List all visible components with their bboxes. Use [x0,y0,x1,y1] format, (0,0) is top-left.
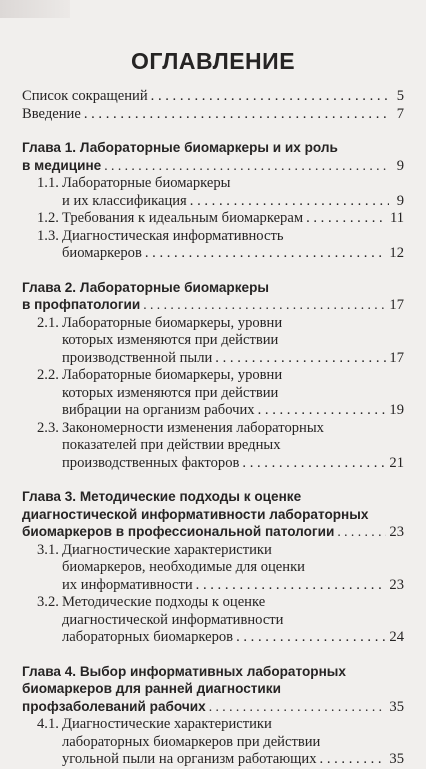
toc-entry-s3-1[interactable] [22,542,404,595]
page-edge-shadow [0,0,70,18]
toc-entry-text: Введение [22,105,81,122]
toc-entry-text: Диагностические характеристики [62,541,272,558]
toc-entry-ch2[interactable] [22,279,404,315]
toc-entry-s1-1[interactable] [22,175,404,210]
page-number: 23 [389,524,404,540]
toc-entry-number: 2.2. [37,367,59,383]
dot-leader [151,88,389,106]
toc-entry-abbr[interactable] [22,88,404,106]
toc-entry-s2-1[interactable] [22,315,404,368]
toc-entry-text: биомаркеров [62,245,142,261]
toc-entry-text: в профпатологии [22,297,141,312]
toc-entry-text: Лабораторные биомаркеры, уровни [62,367,283,383]
toc-entry-text: показателей при действии вредных [62,437,281,453]
toc-entry-text: и их классификация [62,192,187,209]
toc-entry-s2-2[interactable] [22,367,404,420]
toc-entry-text: Глава 2. Лабораторные биомаркеры [22,279,269,295]
page-number: 9 [396,192,404,209]
dot-leader [215,350,386,368]
toc-entry-s4-1[interactable] [22,716,404,769]
toc-entry-intro[interactable] [22,106,404,124]
toc-entry-text: производственной пыли [62,349,213,366]
page-title: ОГЛАВЛЕНИЕ [130,48,296,74]
page-number: 7 [396,105,404,122]
toc-entry-text: Глава 4. Выбор информативных лабораторных [22,663,346,679]
toc-entry-ch3[interactable] [22,488,404,542]
toc-entry-s3-2[interactable] [22,594,404,647]
toc-entry-ch4[interactable] [22,663,404,717]
toc-entry-text: Диагностические характеристики [62,716,272,732]
toc-entry-ch1[interactable] [22,139,404,175]
page-number: 11 [389,210,404,226]
toc-entry-s1-3[interactable] [22,228,404,263]
dot-leader [242,455,386,473]
dot-leader [104,157,389,175]
toc-entry-text: Лабораторные биомаркеры [62,175,231,191]
dot-leader [306,210,387,228]
page-number: 17 [389,297,404,313]
toc-entry-text: Глава 3. Методические подходы к оценке [22,489,302,504]
toc-entry-text: биомаркеров, необходимые для оценки [62,559,305,575]
toc-entry-text: Методические подходы к оценке [62,594,266,610]
toc-entry-number: 1.3. [37,227,59,244]
page-number: 19 [389,402,404,418]
toc-entry-text: производственных факторов [62,454,240,471]
toc-entry-text: в медицине [22,157,102,173]
toc-entry-number: 3.2. [37,594,59,610]
toc-entry-text: профзаболеваний рабочих [22,698,206,714]
dot-leader [236,629,386,647]
toc-entry-number: 2.1. [37,314,59,331]
dot-leader [84,106,389,124]
toc-entry-text: Диагностическая информативность [62,227,284,244]
toc-entry-number: 1.2. [37,210,59,226]
toc-entry-number: 3.1. [37,541,59,558]
page-number: 12 [389,245,404,261]
toc-entry-text: вибрации на организм рабочих [62,402,255,418]
toc-entry-text: лабораторных биомаркеров при действии [62,733,321,750]
dot-leader [337,523,386,541]
page-number: 24 [389,629,404,645]
table-of-contents [22,88,404,769]
toc-entry-number: 4.1. [37,716,59,732]
page-number: 9 [396,157,404,174]
toc-entry-number: 2.3. [37,419,59,436]
page-number: 17 [389,349,404,366]
toc-entry-text: угольной пыли на организм работающих [62,751,317,767]
page-number: 35 [389,751,404,767]
toc-entry-text: которых изменяются при действии [62,332,279,348]
dot-leader [209,698,387,716]
toc-entry-text: биомаркеров для ранней диагностики [22,681,281,696]
toc-entry-s1-2[interactable] [22,210,404,228]
dot-leader [145,245,387,263]
dot-leader [258,402,387,420]
page-number: 35 [389,698,404,715]
toc-entry-text: Список сокращений [22,88,148,104]
toc-entry-text: которых изменяются при действии [62,384,279,401]
toc-entry-text: Закономерности изменения лабораторных [62,419,324,436]
toc-entry-text: диагностической информативности лабораторных [22,506,369,522]
toc-entry-number: 1.1. [37,175,59,191]
toc-entry-text: их информативности [62,576,193,593]
toc-entry-text: диагностической информативности [62,611,284,628]
dot-leader [190,193,389,211]
toc-entry-text: биомаркеров в профессиональной патологии [22,524,335,539]
toc-entry-s2-3[interactable] [22,420,404,473]
toc-entry-text: Требования к идеальным биомаркерам [62,210,304,226]
toc-entry-text: Глава 1. Лабораторные биомаркеры и их роль [22,140,338,155]
page-number: 23 [389,576,404,593]
page-number: 21 [389,454,404,471]
dot-leader [143,296,386,314]
toc-entry-text: лабораторных биомаркеров [62,629,234,645]
page-number: 5 [396,88,404,104]
toc-entry-text: Лабораторные биомаркеры, уровни [62,314,283,331]
dot-leader [320,751,387,769]
dot-leader [196,577,387,595]
